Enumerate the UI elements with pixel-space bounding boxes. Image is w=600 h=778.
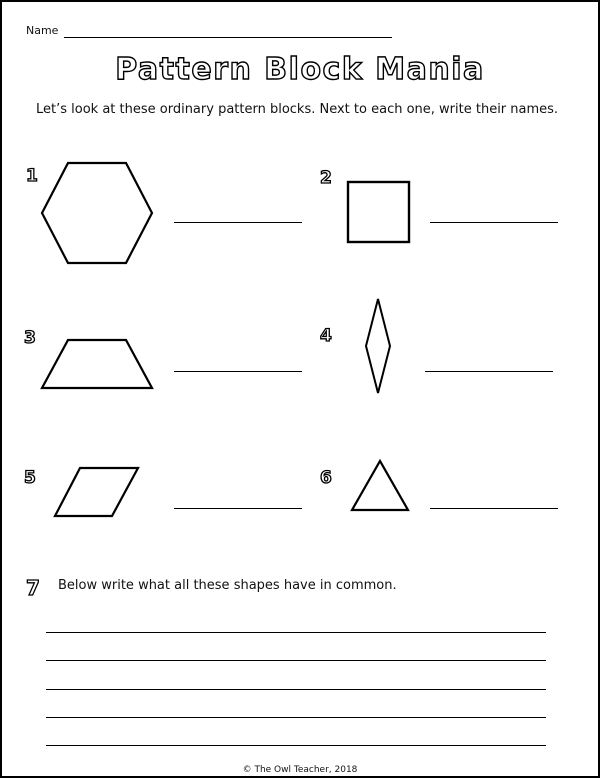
question-text: Below write what all these shapes have in common.	[58, 578, 397, 593]
writing-line-4[interactable]	[46, 717, 546, 718]
answer-line-5[interactable]	[174, 508, 302, 509]
item-number-4: 4	[320, 326, 332, 346]
answer-line-2[interactable]	[430, 222, 558, 223]
writing-line-3[interactable]	[46, 689, 546, 690]
answer-line-4[interactable]	[425, 371, 553, 372]
answer-line-3[interactable]	[174, 371, 302, 372]
item-number-2: 2	[320, 168, 332, 188]
question-number-7: 7	[26, 576, 40, 600]
name-label: Name	[26, 24, 59, 37]
item-number-6: 6	[320, 468, 332, 488]
item-number-3: 3	[24, 328, 36, 348]
answer-line-6[interactable]	[430, 508, 558, 509]
writing-line-1[interactable]	[46, 632, 546, 633]
page-title: Pattern Block Mania	[115, 52, 485, 87]
writing-line-2[interactable]	[46, 660, 546, 661]
instructions: Let’s look at these ordinary pattern blocks. Next to each one, write their names.	[36, 102, 559, 117]
rhombus-shape	[52, 465, 142, 519]
item-number-1: 1	[26, 166, 38, 186]
hexagon-shape	[38, 160, 156, 266]
thin-rhombus-shape	[362, 296, 394, 396]
triangle-shape	[348, 458, 412, 514]
name-input-line[interactable]	[64, 37, 392, 38]
writing-line-5[interactable]	[46, 745, 546, 746]
item-number-5: 5	[24, 468, 36, 488]
answer-line-1[interactable]	[174, 222, 302, 223]
trapezoid-shape	[38, 336, 156, 392]
copyright-footer: © The Owl Teacher, 2018	[242, 765, 358, 775]
square-shape	[346, 180, 412, 244]
